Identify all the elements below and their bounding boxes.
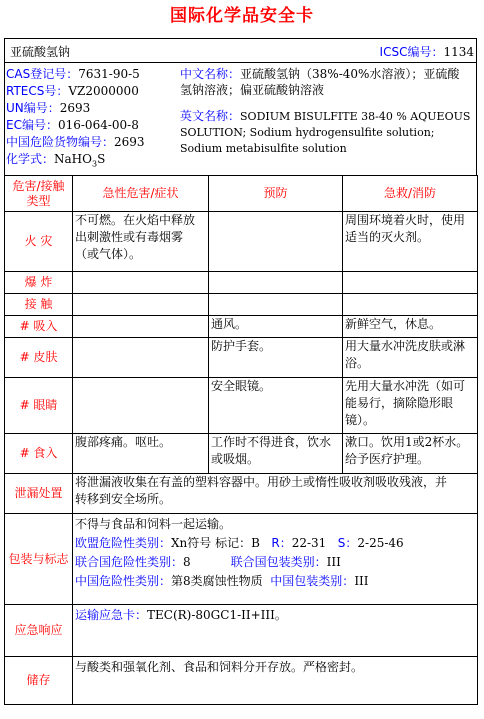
box-left-border [4,38,5,176]
row-type-skin: # 皮肤 [5,338,73,378]
icsc-label: ICSC编号： [379,45,444,59]
cn-classification: 中国危险性类别：第8类腐蚀性物质 中国包装类别：III [75,574,369,588]
chemical-formula: 化学式：NaHO$_3$S [6,152,106,169]
hazard-table [4,175,478,705]
eyes-prevention: 安全眼镜。 [209,378,343,434]
row-type-ingestion: # 食入 [5,434,73,474]
table-row [5,316,478,338]
rtecs-number: RTECS号：VZ2000000 [6,84,139,98]
table-row [5,378,478,434]
fire-first-aid: 周围环境着火时，使用 适当的灭火剂。 [343,212,478,272]
row-type-inhalation: # 吸入 [5,316,73,338]
skin-prevention: 防护手套。 [209,338,343,378]
box-right-border [476,38,477,176]
chinese-name-cont: 氢钠溶液；偏亚硫酸钠溶液 [180,83,325,97]
storage-row [5,657,478,705]
skin-first-aid: 用大量水冲洗皮肤或淋 浴。 [343,338,478,378]
box-top-border [4,38,477,39]
row-type-contact: 接 触 [5,294,73,316]
fire-acute: 不可燃。在火焰中释放 出刺激性或有毒烟雾 （或气体）。 [73,212,209,272]
eu-classification: 欧盟危险性类别：Xn符号 标记：B R：22-31 S：2-25-46 [75,536,404,550]
chemical-name: 亚硫酸氢钠 [10,45,71,59]
ingestion-first-aid: 漱口。饮用1或2杯水。 给予医疗护理。 [343,434,478,474]
english-name: 英文名称：SODIUM BISULFITE 38-40 % AQUEOUS [180,109,471,123]
english-name-cont1: SOLUTION; Sodium hydrogensulfite solution; [180,126,435,139]
table-row [5,338,478,378]
row-type-fire: 火 灾 [5,212,73,272]
table-row [5,434,478,474]
header-first-aid: 急救/消防 [343,176,478,212]
table-row [5,294,478,316]
packaging-line1: 不得与食品和饲料一起运输。 [75,517,232,531]
spill-row [5,474,478,514]
fire-prevention [209,212,343,272]
spill-label: 泄漏处置 [5,474,73,514]
card-title: 国际化学品安全卡 [170,6,314,26]
inhalation-prevention: 通风。 [209,316,343,338]
header-type: 危害/接触 类型 [5,176,73,212]
packaging-label: 包装与标志 [5,514,73,605]
ec-number: EC编号：016-064-00-8 [6,118,139,132]
header-acute: 急性危害/症状 [73,176,209,212]
packaging-row [5,514,478,605]
un-classification: 联合国危险性类别：8 联合国包装类别：III [75,555,341,569]
row-type-eyes: # 眼睛 [5,378,73,434]
ingestion-prevention: 工作时不得进食，饮水 或吸烟。 [209,434,343,474]
ingestion-acute: 腹部疼痛。呕吐。 [73,434,209,474]
names-block [180,66,475,157]
icsc-number-block [380,44,474,61]
emergency-row [5,605,478,657]
cas-number: CAS登记号：7631-90-5 [6,67,140,81]
china-dangerous-goods-number: 中国危险货物编号：2693 [6,135,145,149]
chinese-name: 中文名称：亚硫酸氢钠（38%-40%水溶液）；亚硫酸 [180,67,460,81]
name-row-divider [4,62,477,63]
icsc-number: 1134 [443,45,474,59]
eyes-first-aid: 先用大量水冲洗（如可 能易行，摘除隐形眼 镜）。 [343,378,478,434]
emergency-text: 运输应急卡：TEC(R)-80GC1-II+III。 [73,605,478,657]
un-number: UN编号：2693 [6,101,91,115]
storage-text: 与酸类和强氧化剂、食品和饲料分开存放。严格密封。 [73,657,478,705]
packaging-text [73,514,478,605]
table-row [5,212,478,272]
emergency-label: 应急响应 [5,605,73,657]
row-type-explosion: 爆 炸 [5,272,73,294]
header-prevention: 预防 [209,176,343,212]
table-row [5,272,478,294]
table-header-row [5,176,478,212]
english-name-cont2: Sodium metabisulfite solution [180,142,347,155]
storage-label: 储存 [5,657,73,705]
inhalation-first-aid: 新鲜空气，休息。 [343,316,478,338]
spill-text: 将泄漏液收集在有盖的塑料容器中。用砂土或惰性吸收剂吸收残液，并 转移到安全场所。 [73,474,478,514]
identifiers-block [6,66,145,168]
